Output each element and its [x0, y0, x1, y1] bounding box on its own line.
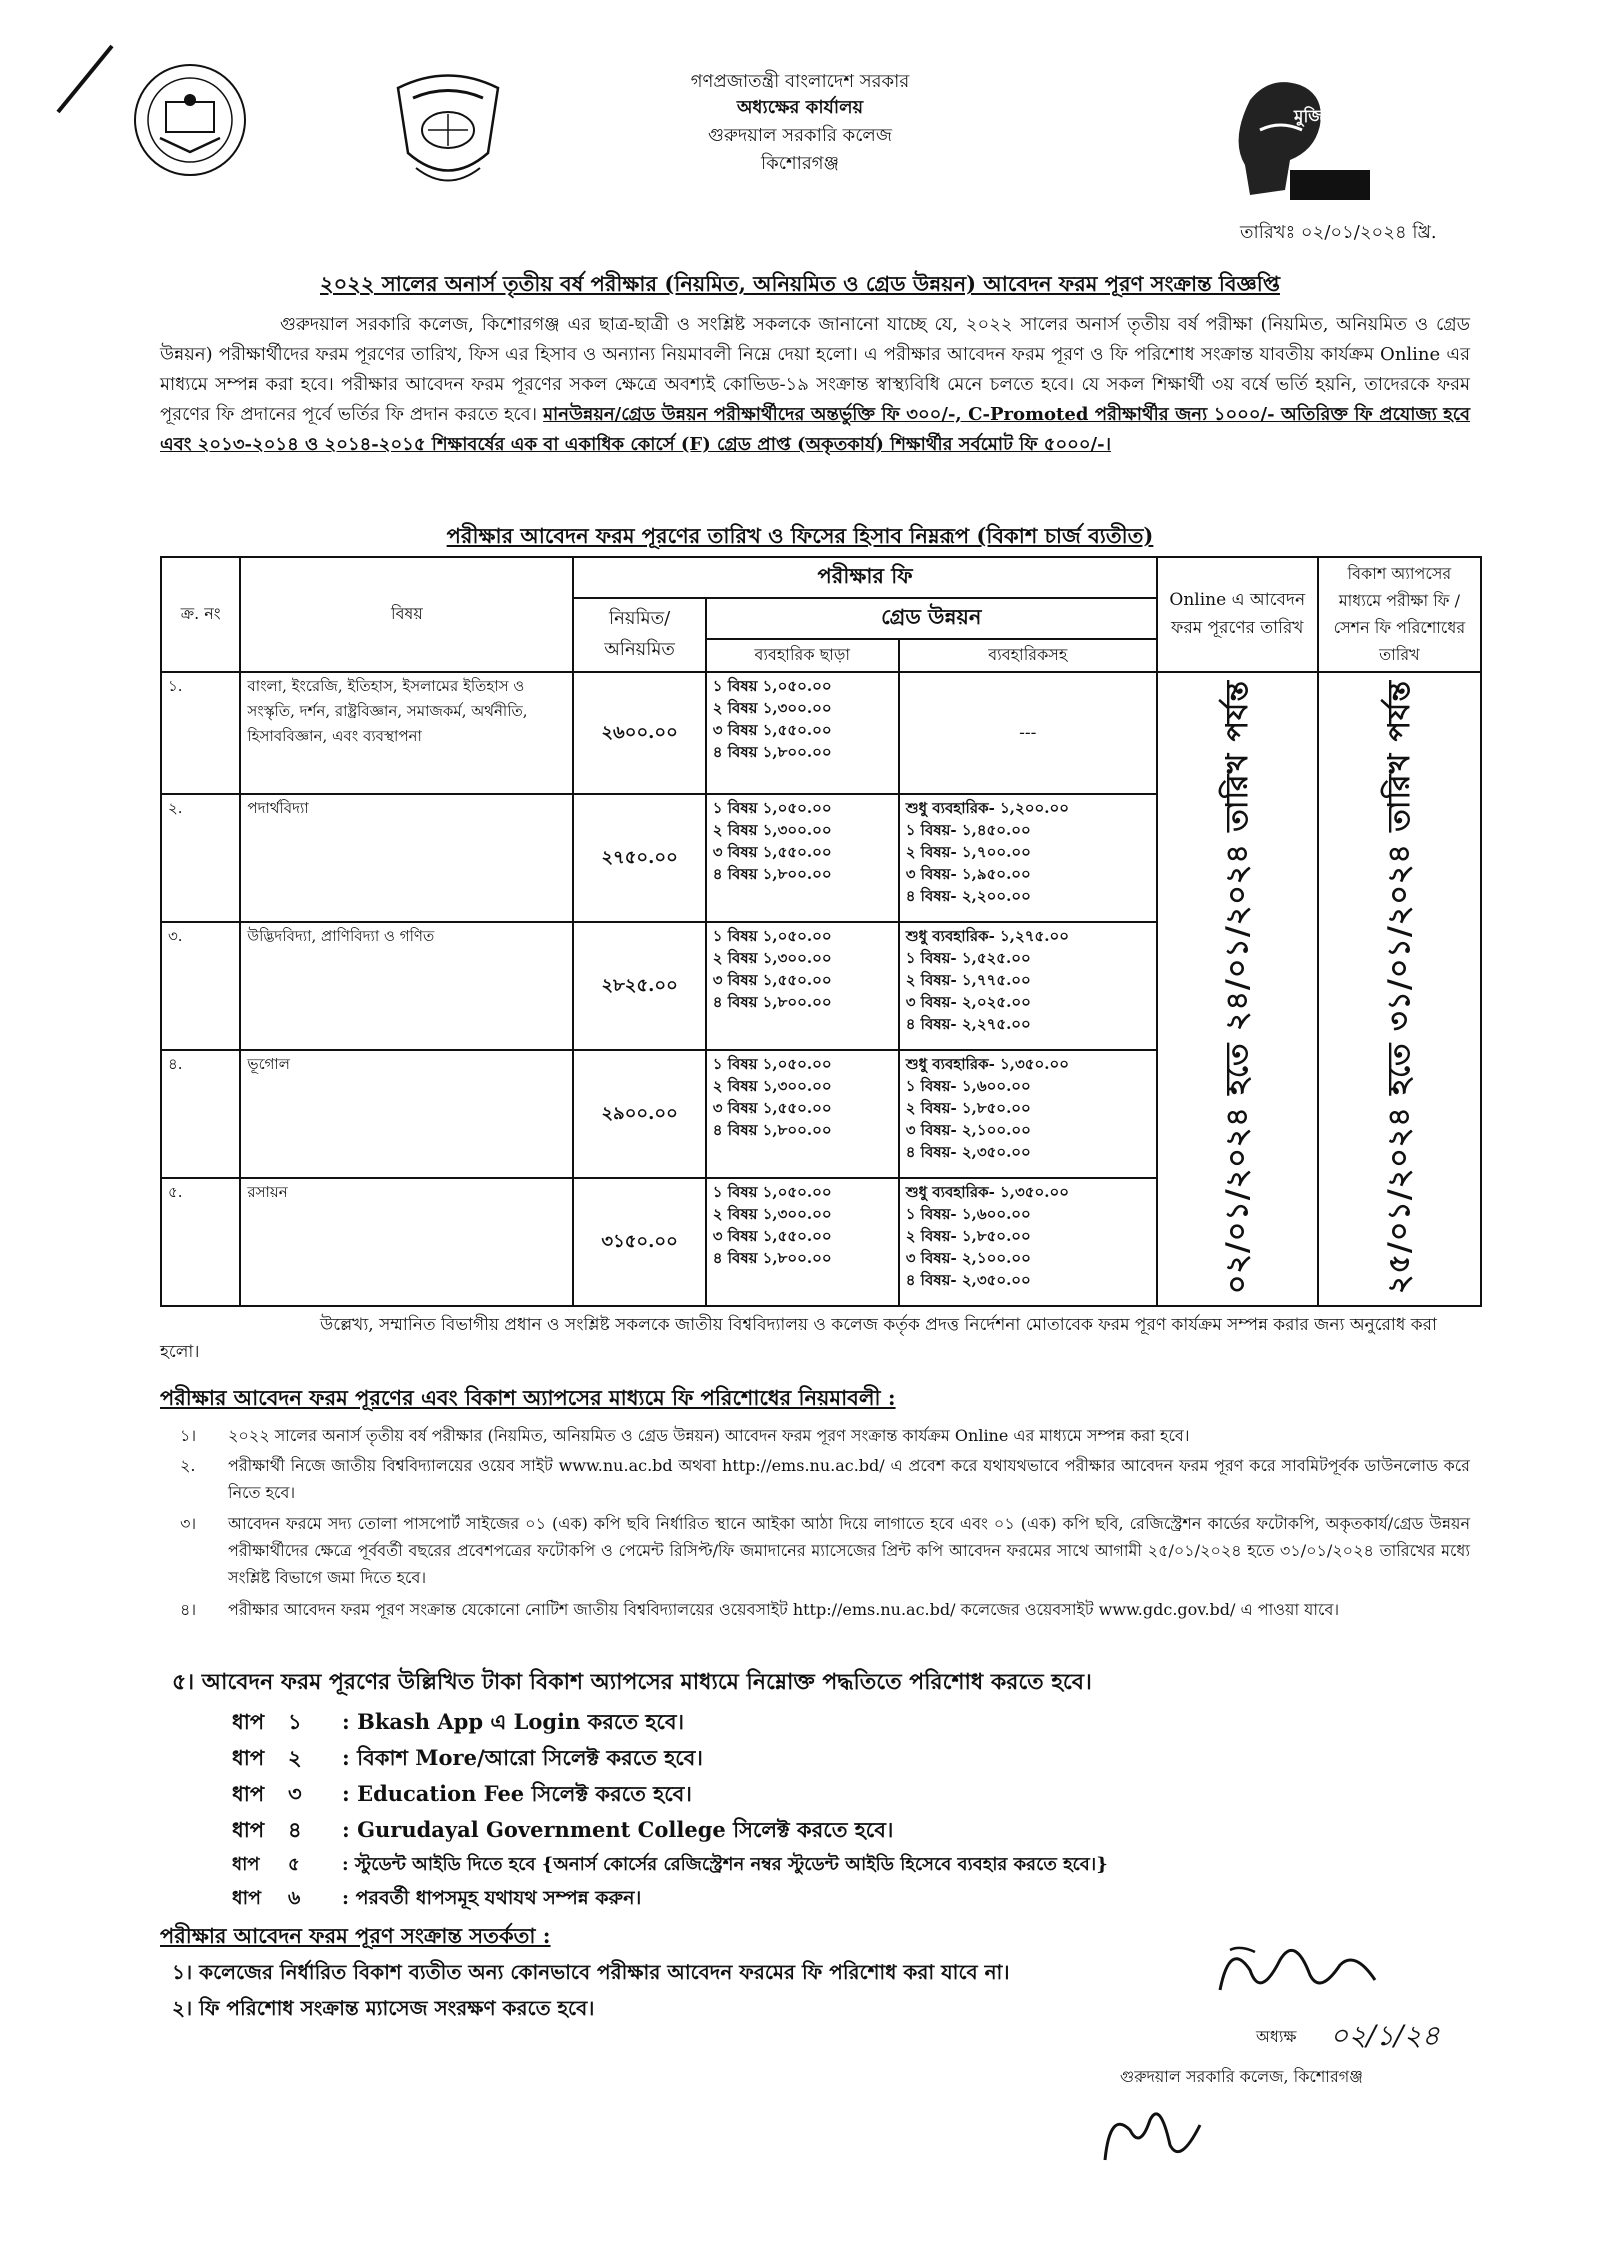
fee-line: শুধু ব্যবহারিক- ১,২৭৫.০০	[905, 927, 1069, 945]
header-subject: বিষয়	[240, 557, 573, 672]
fee-line: ১ বিষয়- ১,৪৫০.০০	[905, 821, 1031, 839]
fee-line: ২ বিষয় ১,৩০০.০০	[712, 699, 832, 717]
header-district: কিশোরগঞ্জ	[761, 153, 839, 174]
fee-line: ৩ বিষয়- ১,৯৫০.০০	[905, 865, 1031, 883]
header-bkash-date: বিকাশ অ্যাপসের মাধ্যমে পরীক্ষা ফি / সেশন ফি পরিশোধের তারিখ	[1318, 557, 1481, 672]
caution-title: পরীক্ষার আবেদন ফরম পূরণ সংক্রান্ত সতর্কতা :	[160, 1923, 551, 1948]
fee-line: ৪ বিষয়- ২,৩৫০.০০	[905, 1143, 1031, 1161]
caution-item: ১। কলেজের নির্ধারিত বিকাশ ব্যতীত অন্য কোনভাবে পরীক্ষার আবেদন ফরমের ফি পরিশোধ করা যাবে না।	[172, 1960, 1010, 1984]
fee-line: ৪ বিষয় ১,৮০০.০০	[712, 1121, 832, 1139]
step-item: ধাপ ৫ : স্টুডেন্ট আইডি দিতে হবে {অনার্স কোর্সের রেজিস্ট্রেশন নম্বর স্টুডেন্ট আইডি হিসেবে ব্যবহার করতে হবে।}	[232, 1854, 1108, 1875]
rule-item-5: ৫। আবেদন ফরম পূরণের উল্লিখিত টাকা বিকাশ অ্যাপসের মাধ্যমে নিম্নোক্ত পদ্ধতিতে পরিশোধ করতে হবে।	[172, 1669, 1092, 1695]
signature-org: গুরুদয়াল সরকারি কলেজ, কিশোরগঞ্জ	[1120, 2067, 1363, 2086]
cell-subject: পদার্থবিদ্যা	[240, 794, 573, 922]
fee-line: ১ বিষয় ১,০৫০.০০	[712, 677, 832, 695]
header-office: অধ্যক্ষের কার্যালয়	[736, 97, 864, 118]
rule-item: ৩। আবেদন ফরমে সদ্য তোলা পাসপোর্ট সাইজের ০১ (এক) কপি ছবি নির্ধারিত স্থানে আইকা আঠা দিয়ে লাগাতে হবে এবং ০১ (এক) কপি ছবি, রেজিস্ট্রেশন কার্ডের ফটোকপি, অকৃতকার্য/গ্রেড উন্নয়ন পরীক্ষার্থীদের ক্ষেত্রে পূর্ববর্তী বছরের প্রবেশপত্রের ফটোকপি ও পেমেন্ট রিসিপ্ট/ফি জমাদানের ম্যাসেজের প্রিন্ট কপি আবেদন ফরমের সাথে আগামী ২৫/০১/২০২৪ হতে ৩১/০১/২০২৪ তারিখের মধ্যে সংশ্লিষ্ট বিভাগে জমা দিতে হবে।	[180, 1514, 1470, 1587]
notice-title: ২০২২ সালের অনার্স তৃতীয় বর্ষ পরীক্ষার (নিয়মিত, অনিয়মিত ও গ্রেড উন্নয়ন) আবেদন ফরম পূরণ সংক্রান্ত বিজ্ঞপ্তি	[319, 271, 1280, 296]
cell-subject: রসায়ন	[240, 1178, 573, 1306]
cell-subject: ভূগোল	[240, 1050, 573, 1178]
fee-line: ৩ বিষয়- ২,১০০.০০	[905, 1249, 1031, 1267]
government-emblem-icon	[388, 68, 508, 198]
fee-line: ১ বিষয় ১,০৫০.০০	[712, 799, 832, 817]
rule-item: ১। ২০২২ সালের অনার্স তৃতীয় বর্ষ পরীক্ষার (নিয়মিত, অনিয়মিত ও গ্রেড উন্নয়ন) আবেদন ফরম পূরণ সংক্রান্ত কার্যক্রম Online এর মাধ্যমে সম্পন্ন করা হবে।	[180, 1426, 1190, 1445]
fee-line: ২ বিষয়- ১,৮৫০.০০	[905, 1227, 1031, 1245]
mujib-borsho-logo-text: মুজিব বর্ষ	[1294, 107, 1358, 127]
cell-subject: উদ্ভিদবিদ্যা, প্রাণিবিদ্যা ও গণিত	[240, 922, 573, 1050]
header-online-date: Online এ আবেদন ফরম পূরণের তারিখ	[1157, 557, 1318, 672]
header-college: গুরুদয়াল সরকারি কলেজ	[708, 125, 892, 146]
fee-line: ১ বিষয় ১,০৫০.০০	[712, 1183, 832, 1201]
fee-line: ৪ বিষয় ১,৮০০.০০	[712, 993, 832, 1011]
fee-line: ১ বিষয়- ১,৬০০.০০	[905, 1077, 1031, 1095]
fee-line: ১ বিষয় ১,০৫০.০০	[712, 1055, 832, 1073]
cell-sl: ৫.	[161, 1178, 240, 1306]
fee-line: ২ বিষয় ১,৩০০.০০	[712, 1077, 832, 1095]
online-date-range: ০২/০১/২০২৪ হতে ২৪/০১/২০২৪ তারিখ পর্যন্ত	[1219, 679, 1255, 1295]
initial-signature-icon	[1090, 2090, 1230, 2180]
fee-line: ২ বিষয় ১,৩০০.০০	[712, 821, 832, 839]
fee-line: ৪ বিষয়- ২,২০০.০০	[905, 887, 1031, 905]
cell-regular-fee: ২৯০০.০০	[573, 1050, 705, 1178]
fee-line: শুধু ব্যবহারিক- ১,২০০.০০	[905, 799, 1069, 817]
cell-bkash-date	[1318, 672, 1481, 1306]
fee-line: ৪ বিষয় ১,৮০০.০০	[712, 865, 832, 883]
notice-body: গুরুদয়াল সরকারি কলেজ, কিশোরগঞ্জ এর ছাত্র-ছাত্রী ও সংশ্লিষ্ট সকলকে জানানো যাচ্ছে যে, ২০২২ সালের অনার্স তৃতীয় বর্ষ পরীক্ষা (নিয়মিত, অনিয়মিত ও গ্রেড উন্নয়ন) পরীক্ষার্থীদের ফরম পূরণের তারিখ, ফিস এর হিসাব ও অন্যান্য নিয়মাবলী নিম্নে দেয়া হলো। এ পরীক্ষার আবেদন ফরম পূরণ ও ফি পরিশোধ সংক্রান্ত যাবতীয় কার্যক্রম Online এর মাধ্যমে সম্পন্ন করা হবে। পরীক্ষার আবেদন ফরম পূরণের সকল ক্ষেত্রে অবশ্যই কোভিড-১৯ সংক্রান্ত স্বাস্থ্যবিধি মেনে চলতে হবে। যে সকল শিক্ষার্থী ৩য় বর্ষে ভর্তি হয়নি, তাদেরকে ফরম পূরণের ফি প্রদানের পূর্বে ভর্তির ফি প্রদান করতে হবে। মানউন্নয়ন/গ্রেড উন্নয়ন পরীক্ষার্থীদের অন্তর্ভুক্তি ফি ৩০০/-, C-Promoted পরীক্ষার্থীর জন্য ১০০০/- অতিরিক্ত ফি প্রযোজ্য হবে এবং ২০১৩-২০১৪ ও ২০১৪-২০১৫ শিক্ষাবর্ষের এক বা একাধিক কোর্সে (F) গ্রেড প্রাপ্ত (অকৃতকার্য) শিক্ষার্থীর সর্বমোট ফি ৫০০০/-।	[160, 314, 1471, 455]
step-item: ধাপ ২ : বিকাশ More/আরো সিলেক্ট করতে হবে।	[232, 1745, 703, 1770]
step-item: ধাপ ৬ : পরবর্তী ধাপসমূহ যথাযথ সম্পন্ন করুন।	[232, 1887, 642, 1909]
cell-regular-fee: ২৮২৫.০০	[573, 922, 705, 1050]
cell-regular-fee: ২৬০০.০০	[573, 672, 705, 794]
mujib-borsho-logo-icon	[1190, 70, 1380, 210]
cell-regular-fee: ২৭৫০.০০	[573, 794, 705, 922]
rules-title: পরীক্ষার আবেদন ফরম পূরণের এবং বিকাশ অ্যাপসের মাধ্যমে ফি পরিশোধের নিয়মাবলী :	[160, 1385, 896, 1410]
header-exam-fee: পরীক্ষার ফি	[573, 557, 1156, 598]
college-emblem-icon	[130, 60, 250, 180]
fee-line: ১ বিষয়- ১,৫২৫.০০	[905, 949, 1031, 967]
step-item: ধাপ ১ : Bkash App এ Login করতে হবে।	[232, 1709, 685, 1734]
header-without-practical: ব্যবহারিক ছাড়া	[706, 639, 899, 672]
fee-line: ১ বিষয় ১,০৫০.০০	[712, 927, 832, 945]
cell-with-practical	[899, 1050, 1157, 1178]
fee-line: ৩ বিষয়- ২,১০০.০০	[905, 1121, 1031, 1139]
table-row	[161, 672, 1481, 794]
cell-subject: বাংলা, ইংরেজি, ইতিহাস, ইসলামের ইতিহাস ও সংস্কৃতি, দর্শন, রাষ্ট্রবিজ্ঞান, সমাজকর্ম, অর্থনীতি, হিসাববিজ্ঞান, এবং ব্যবস্থাপনা	[240, 672, 573, 794]
fee-line: ১ বিষয়- ১,৬০০.০০	[905, 1205, 1031, 1223]
rule-item: ৪। পরীক্ষার আবেদন ফরম পূরণ সংক্রান্ত যেকোনো নোটিশ জাতীয় বিশ্ববিদ্যালয়ের ওয়েবসাইট http://ems.nu.ac.bd/ কলেজের ওয়েবসাইট www.gdc.gov.bd/ এ পাওয়া যাবে।	[180, 1600, 1340, 1619]
fee-line: ৪ বিষয় ১,৮০০.০০	[712, 743, 832, 761]
cell-without-practical	[706, 672, 899, 794]
header-with-practical: ব্যবহারিকসহ	[899, 639, 1157, 672]
cell-without-practical	[706, 922, 899, 1050]
fee-line: ৩ বিষয় ১,৫৫০.০০	[712, 721, 832, 739]
fee-line: ৩ বিষয় ১,৫৫০.০০	[712, 1227, 832, 1245]
cell-sl: ৪.	[161, 1050, 240, 1178]
header-grade-improvement: গ্রেড উন্নয়ন	[706, 598, 1157, 639]
header-government: গণপ্রজাতন্ত্রী বাংলাদেশ সরকার	[690, 71, 910, 92]
fee-line: ৩ বিষয় ১,৫৫০.০০	[712, 1099, 832, 1117]
notice-highlight: মানউন্নয়ন/গ্রেড উন্নয়ন পরীক্ষার্থীদের অন্তর্ভুক্তি ফি ৩০০/-, C-Promoted পরীক্ষার্থীর জন্য ১০০০/- অতিরিক্ত ফি প্রযোজ্য হবে এবং ২০১৩-২০১৪ ও ২০১৪-২০১৫ শিক্ষাবর্ষের এক বা একাধিক কোর্সে (F) গ্রেড প্রাপ্ত (অকৃতকার্য) শিক্ষার্থীর সর্বমোট ফি ৫০০০/-।	[160, 404, 1471, 455]
cell-regular-fee: ৩১৫০.০০	[573, 1178, 705, 1306]
fee-line: ৪ বিষয়- ২,২৭৫.০০	[905, 1015, 1031, 1033]
cell-sl: ১.	[161, 672, 240, 794]
signature-date: ০২/১/২৪	[1330, 2019, 1440, 2052]
table-title: পরীক্ষার আবেদন ফরম পূরণের তারিখ ও ফিসের হিসাব নিম্নরূপ (বিকাশ চার্জ ব্যতীত)	[446, 523, 1154, 548]
fee-line: ৪ বিষয় ১,৮০০.০০	[712, 1249, 832, 1267]
header-sl: ক্র. নং	[161, 557, 240, 672]
notice-date: তারিখঃ ০২/০১/২০২৪ খ্রি.	[1240, 222, 1437, 243]
cell-without-practical	[706, 1050, 899, 1178]
fee-line: ৩ বিষয় ১,৫৫০.০০	[712, 971, 832, 989]
cell-without-practical	[706, 1178, 899, 1306]
header-regular: নিয়মিত/ অনিয়মিত	[573, 598, 705, 672]
cell-with-practical	[899, 922, 1157, 1050]
fee-line: শুধু ব্যবহারিক- ১,৩৫০.০০	[905, 1055, 1069, 1073]
fee-line: ৩ বিষয়- ২,০২৫.০০	[905, 993, 1031, 1011]
fee-line: ২ বিষয়- ১,৮৫০.০০	[905, 1099, 1031, 1117]
step-item: ধাপ ৩ : Education Fee সিলেক্ট করতে হবে।	[232, 1781, 692, 1806]
cell-sl: ৩.	[161, 922, 240, 1050]
fee-line: ২ বিষয়- ১,৭০০.০০	[905, 843, 1031, 861]
cell-with-practical	[899, 1178, 1157, 1306]
cell-sl: ২.	[161, 794, 240, 922]
cell-with-practical	[899, 672, 1157, 794]
fee-line: ৩ বিষয় ১,৫৫০.০০	[712, 843, 832, 861]
cell-with-practical	[899, 794, 1157, 922]
fee-line: ২ বিষয় ১,৩০০.০০	[712, 1205, 832, 1223]
cell-online-date	[1157, 672, 1318, 1306]
bkash-date-range: ২৫/০১/২০২৪ হতে ৩১/০১/২০২৪ তারিখ পর্যন্ত	[1381, 679, 1417, 1295]
fee-line: ২ বিষয়- ১,৭৭৫.০০	[905, 971, 1031, 989]
fee-line: ---	[1019, 723, 1037, 743]
signature-title: অধ্যক্ষ	[1256, 2027, 1297, 2046]
fee-line: ৪ বিষয়- ২,৩৫০.০০	[905, 1271, 1031, 1289]
note: উল্লেখ্য, সম্মানিত বিভাগীয় প্রধান ও সংশ্লিষ্ট সকলকে জাতীয় বিশ্ববিদ্যালয় ও কলেজ কর্তৃক প্রদত্ত নির্দেশনা মোতাবেক ফরম পূরণ কার্যক্রম সম্পন্ন করার জন্য অনুরোধ করা হলো।	[160, 1315, 1437, 1362]
caution-item: ২। ফি পরিশোধ সংক্রান্ত ম্যাসেজ সংরক্ষণ করতে হবে।	[172, 1996, 595, 2020]
pen-mark	[50, 40, 130, 120]
fee-line: শুধু ব্যবহারিক- ১,৩৫০.০০	[905, 1183, 1069, 1201]
cell-without-practical	[706, 794, 899, 922]
fee-line: ২ বিষয় ১,৩০০.০০	[712, 949, 832, 967]
rule-item: ২. পরীক্ষার্থী নিজে জাতীয় বিশ্ববিদ্যালয়ের ওয়েব সাইট www.nu.ac.bd অথবা http://ems.nu.ac.bd/ এ প্রবেশ করে যথাযথভাবে পরীক্ষার আবেদন ফরম পূরণ করে সাবমিটপূর্বক ডাউনলোড করে নিতে হবে।	[180, 1456, 1470, 1502]
step-item: ধাপ ৪ : Gurudayal Government College সিলেক্ট করতে হবে।	[232, 1817, 894, 1842]
fee-table	[160, 556, 1482, 1307]
